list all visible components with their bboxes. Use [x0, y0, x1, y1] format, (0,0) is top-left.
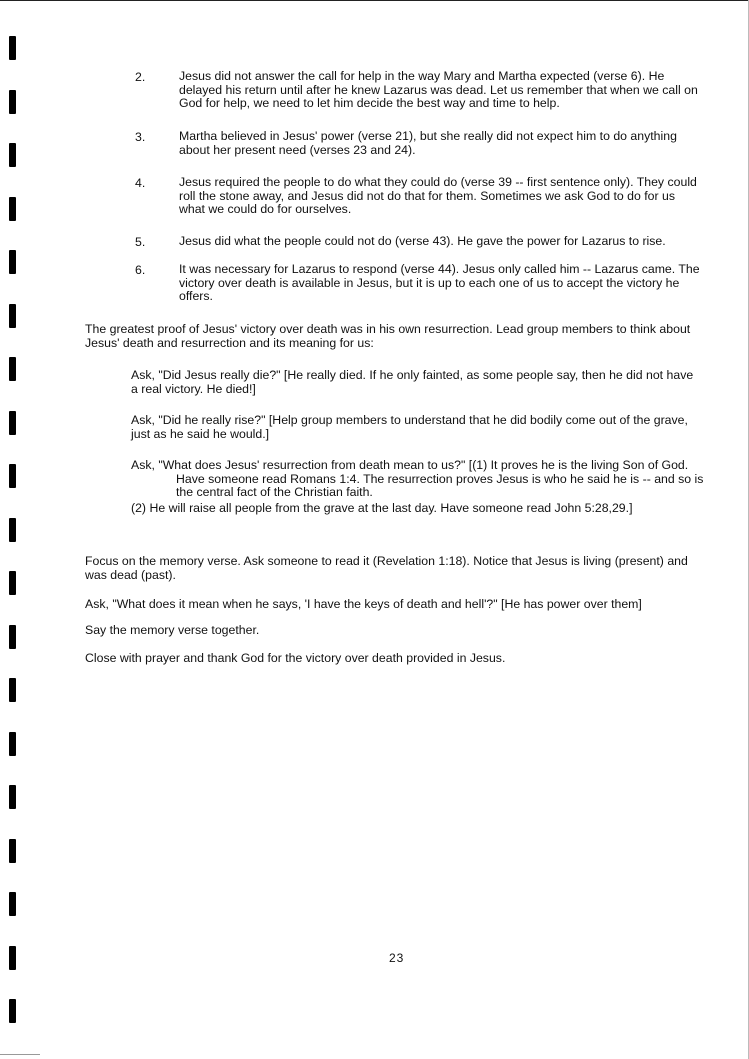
- line: Ask, "Did Jesus really die?" [He really died. If he only fainted, as some people say, then he did not have: [131, 368, 694, 382]
- line: offers.: [179, 289, 213, 303]
- binder-hole: [9, 36, 16, 60]
- line: a real victory. He died!]: [131, 381, 256, 396]
- binder-hole: [9, 571, 16, 595]
- binder-hole: [9, 90, 16, 114]
- page-number: 23: [389, 951, 405, 965]
- binder-hole: [9, 892, 16, 916]
- line: The greatest proof of Jesus' victory over death was in his own resurrection. Lead group members to think about: [85, 322, 691, 336]
- item-number: 6.: [135, 263, 146, 277]
- line: Jesus required the people to do what they could do (verse 39 -- first sentence only). They could: [179, 175, 697, 189]
- ask-resurrection-meaning: [131, 459, 703, 515]
- line: Ask, "What does Jesus' resurrection from death mean to us?" [(1) It proves he is the living Son of God.: [131, 458, 689, 472]
- ask-did-jesus-die: [131, 369, 693, 396]
- binder-hole: [9, 999, 16, 1023]
- item-number: 2.: [135, 70, 146, 84]
- intro-paragraph: [85, 323, 690, 350]
- line: Ask, "Did he really rise?" [Help group members to understand that he did bodily come out of the grave,: [131, 413, 688, 427]
- line: God for help, we need to let him decide the best way and time to help.: [179, 96, 560, 110]
- binder-hole: [9, 785, 16, 809]
- binder-hole: [9, 839, 16, 863]
- binder-hole: [9, 197, 16, 221]
- line: Jesus' death and resurrection and its meaning for us:: [85, 335, 374, 350]
- item-number: 4.: [135, 176, 146, 190]
- binder-hole: [9, 464, 16, 488]
- close-prayer: Close with prayer and thank God for the victory over death provided in Jesus.: [85, 651, 506, 665]
- item-number: 5.: [135, 235, 146, 249]
- binder-hole: [9, 946, 16, 970]
- binder-hole: [9, 732, 16, 756]
- line: what we could do for ourselves.: [179, 202, 352, 216]
- line: roll the stone away, and Jesus did not do that for them. Sometimes we ask God to do for us: [179, 188, 676, 203]
- list-item-5: [179, 235, 666, 249]
- line: the central fact of the Christian faith.: [176, 485, 373, 499]
- line: It was necessary for Lazarus to respond (verse 44). Jesus only called him -- Lazarus came. The: [179, 262, 700, 276]
- binder-hole: [9, 250, 16, 274]
- line: Jesus did what the people could not do (verse 43). He gave the power for Lazarus to rise.: [179, 234, 666, 248]
- binder-hole: [9, 678, 16, 702]
- ask-keys: Ask, "What does it mean when he says, 'I have the keys of death and hell'?" [He has power over them]: [85, 597, 642, 611]
- list-item-2: [179, 70, 698, 111]
- line: was dead (past).: [85, 567, 176, 582]
- line: Have someone read Romans 1:4. The resurrection proves Jesus is who he said he is -- and so is: [176, 471, 704, 486]
- say-verse: Say the memory verse together.: [85, 623, 260, 637]
- line: delayed his return until after he knew Lazarus was dead. Let us remember that when we call on: [179, 82, 698, 97]
- scan-top-edge: [0, 0, 749, 1]
- binder-hole: [9, 411, 16, 435]
- line: Jesus did not answer the call for help in the way Mary and Martha expected (verse 6). He: [179, 69, 665, 83]
- ask-did-he-rise: [131, 414, 688, 441]
- list-item-3: [179, 130, 677, 157]
- list-item-4: [179, 176, 697, 217]
- binder-hole: [9, 304, 16, 328]
- line: Martha believed in Jesus' power (verse 21), but she really did not expect him to do anything: [179, 129, 677, 143]
- binder-hole: [9, 625, 16, 649]
- focus-paragraph: [85, 555, 688, 582]
- binder-hole: [9, 143, 16, 167]
- binder-hole: [9, 518, 16, 542]
- line: about her present need (verses 23 and 24).: [179, 142, 416, 157]
- list-item-6: [179, 263, 700, 304]
- binder-hole: [9, 357, 16, 381]
- line: victory over death is available in Jesus, but it is up to each one of us to accept the victory he: [179, 275, 680, 290]
- line: (2) He will raise all people from the grave at the last day. Have someone read John 5:28,29.]: [131, 500, 633, 515]
- scan-bottom-mark: [0, 1054, 40, 1055]
- item-number: 3.: [135, 130, 146, 144]
- line: Focus on the memory verse. Ask someone to read it (Revelation 1:18). Notice that Jesus is living (present) and: [85, 554, 688, 568]
- line: just as he said he would.]: [131, 426, 270, 441]
